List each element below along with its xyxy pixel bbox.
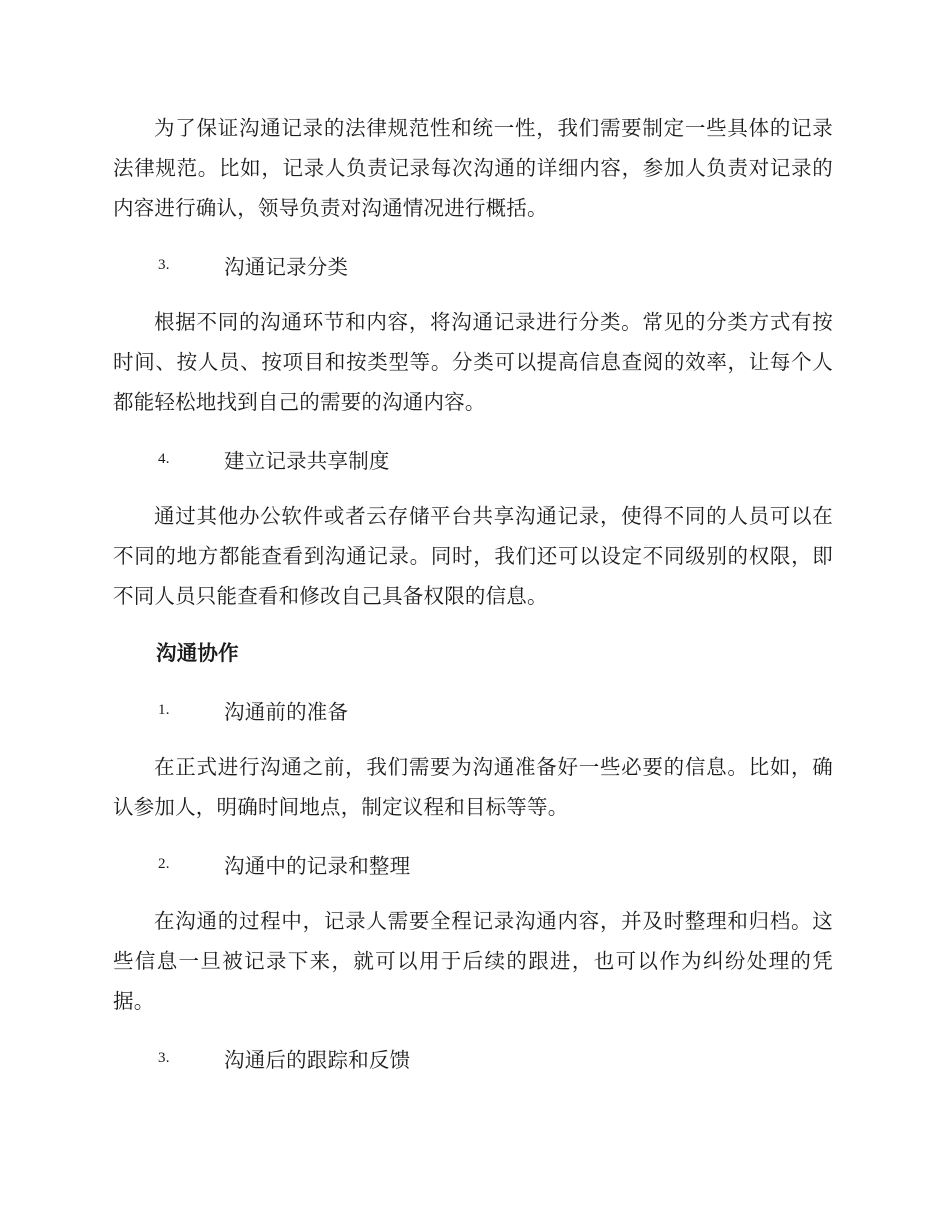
list-item-label: 沟通中的记录和整理	[224, 854, 411, 878]
list-item-follow-up	[113, 1038, 833, 1078]
paragraph-recording: 在沟通的过程中，记录人需要全程记录沟通内容，并及时整理和归档。这些信息一旦被记录下来，就可以用于后续的跟进，也可以作为纠纷处理的凭据。	[113, 909, 833, 1013]
paragraph-record-standards: 为了保证沟通记录的法律规范性和统一性，我们需要制定一些具体的记录法律规范。比如，记录人负责记录每次沟通的详细内容，参加人负责对记录的内容进行确认，领导负责对沟通情况进行概括。	[113, 116, 833, 220]
document-body	[113, 108, 833, 1078]
list-item-label: 建立记录共享制度	[224, 449, 390, 473]
list-item-label: 沟通前的准备	[224, 700, 349, 724]
paragraph-classification: 根据不同的沟通环节和内容，将沟通记录进行分类。常见的分类方式有按时间、按人员、按项目和按类型等。分类可以提高信息查阅的效率，让每个人都能轻松地找到自己的需要的沟通内容。	[113, 310, 833, 414]
list-number: 2.	[158, 855, 170, 872]
list-item-record-classification	[113, 245, 833, 285]
list-number: 4.	[158, 450, 170, 467]
list-item-recording	[113, 844, 833, 884]
list-number: 3.	[158, 256, 170, 273]
section-heading: 沟通协作	[156, 641, 239, 665]
list-number: 3.	[158, 1049, 170, 1066]
list-item-label: 沟通后的跟踪和反馈	[224, 1048, 411, 1072]
paragraph-sharing: 通过其他办公软件或者云存储平台共享沟通记录，使得不同的人员可以在不同的地方都能查看到沟通记录。同时，我们还可以设定不同级别的权限，即不同人员只能查看和修改自己具备权限的信息。	[113, 504, 833, 608]
paragraph-preparation: 在正式进行沟通之前，我们需要为沟通准备好一些必要的信息。比如，确认参加人，明确时间地点，制定议程和目标等等。	[113, 755, 833, 819]
list-item-label: 沟通记录分类	[224, 255, 349, 279]
list-item-sharing-system	[113, 439, 833, 479]
list-item-preparation	[113, 690, 833, 730]
list-number: 1.	[158, 701, 170, 718]
